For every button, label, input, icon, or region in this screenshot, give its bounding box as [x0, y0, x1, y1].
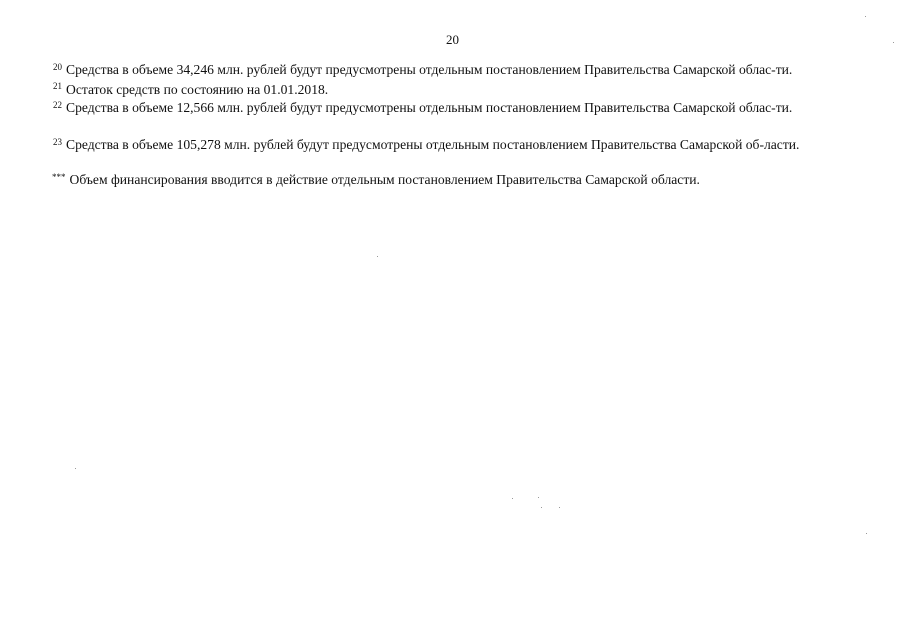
scan-speck: [75, 468, 76, 469]
footnote-text: Остаток средств по состоянию на 01.01.2018.: [66, 82, 329, 97]
scan-speck: [538, 497, 539, 498]
scan-speck: [377, 256, 378, 257]
footnote-triple-asterisk: [40, 170, 885, 190]
footnote-23: [40, 135, 885, 155]
footnote-20: [40, 60, 885, 80]
footnote-marker: 22: [53, 100, 62, 110]
scan-speck: [866, 533, 867, 534]
footnote-text: Средства в объеме 105,278 млн. рублей будут предусмотрены отдельным постановлением Правительства Самарской об-ласти.: [66, 137, 800, 152]
footnote-marker: 21: [53, 81, 62, 91]
footnote-21: [40, 81, 885, 98]
footnote-text: Средства в объеме 12,566 млн. рублей будут предусмотрены отдельным постановлением Правительства Самарской облас-ти.: [66, 100, 793, 115]
footnote-marker: 23: [53, 137, 62, 147]
footnote-marker: 20: [53, 62, 62, 72]
footnote-marker: ***: [52, 172, 66, 182]
scan-speck: [559, 507, 560, 508]
scan-speck: [865, 16, 866, 17]
footnotes-section: [40, 60, 885, 190]
footnote-text: Объем финансирования вводится в действие отдельным постановлением Правительства Самарской области.: [69, 172, 700, 187]
page-number: 20: [446, 32, 459, 47]
footnote-text: Средства в объеме 34,246 млн. рублей будут предусмотрены отдельным постановлением Правительства Самарской облас-ти.: [66, 62, 793, 77]
scan-speck: [541, 507, 542, 508]
scan-speck: [893, 42, 894, 43]
footnote-22: [40, 98, 885, 118]
scan-speck: [512, 498, 513, 499]
